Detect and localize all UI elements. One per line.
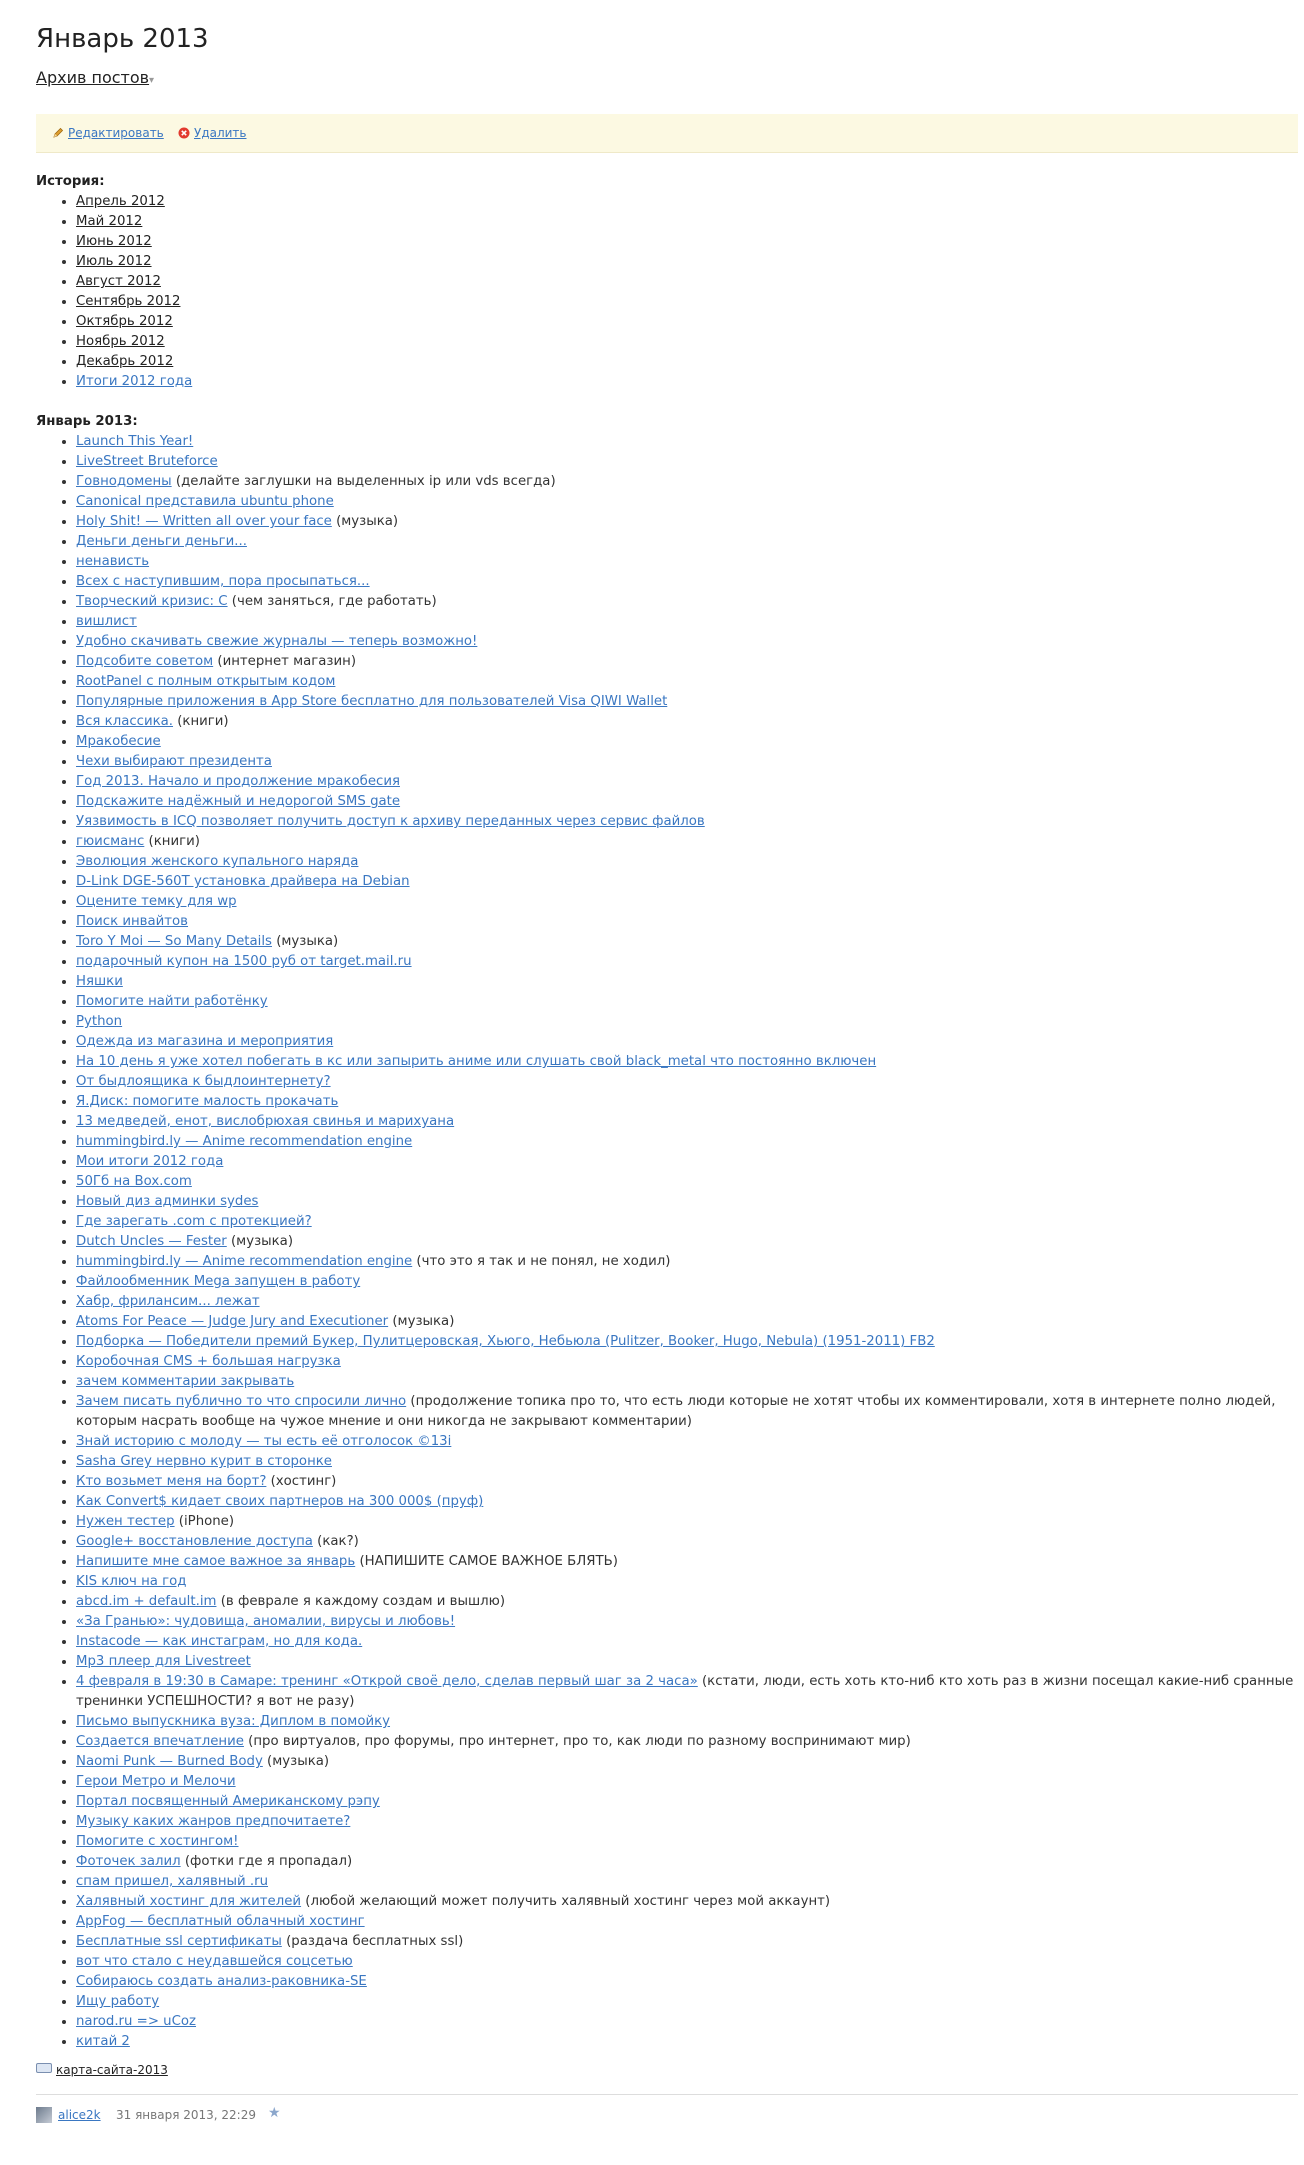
post-link[interactable]: Всех с наступившим, пора просыпаться... [76,574,370,589]
post-link[interactable]: вишлист [76,614,137,629]
post-list-item [76,572,1298,592]
post-link[interactable]: Творческий кризис: С [76,594,228,609]
post-list-item [76,512,1298,532]
history-heading: История: [36,174,105,189]
blog-dropdown-arrow-icon[interactable]: ▾ [149,75,155,86]
post-link[interactable]: RootPanel с полным открытым кодом [76,674,336,689]
post-list-item [76,1872,1298,1892]
post-date: 31 января 2013, 22:29 [116,2108,256,2122]
post-link[interactable]: Собираюсь создать анализ-раковника-SE [76,1974,367,1989]
post-link[interactable]: Файлообменник Mega запущен в работу [76,1274,361,1289]
post-link[interactable]: Canonical представила ubuntu phone [76,494,334,509]
post-note: (музыка) [226,1234,294,1249]
edit-label: Редактировать [68,126,164,140]
topic-footer [36,2094,1298,2135]
history-list [36,192,1298,392]
history-link[interactable]: Ноябрь 2012 [76,334,165,349]
post-link[interactable]: Деньги деньги деньги... [76,534,247,549]
post-list-item [76,752,1298,772]
january-post-list [36,432,1298,2052]
post-link[interactable]: Мракобесие [76,734,161,749]
post-link[interactable]: abcd.im + default.im [76,1594,217,1609]
post-note: (чем заняться, где работать) [227,594,437,609]
post-list-item [76,1812,1298,1832]
post-link[interactable]: Как Convert$ кидает своих партнеров на 300 000$ (пруф) [76,1494,484,1509]
post-link[interactable]: Sasha Grey нервно курит в сторонке [76,1454,332,1469]
post-link[interactable]: Коробочная CMS + большая нагрузка [76,1354,341,1369]
post-link[interactable]: hummingbird.ly — Anime recommendation engine [76,1134,413,1149]
post-link[interactable]: Кто возьмет меня на борт? [76,1474,267,1489]
post-link[interactable]: Google+ восстановление доступа [76,1534,313,1549]
tags-row [36,2063,168,2077]
post-list-item [76,1852,1298,1872]
tag-icon [36,2063,52,2073]
post-note: (музыка) [271,934,339,949]
post-link[interactable]: Портал посвященный Американскому рэпу [76,1794,380,1809]
post-list-item [76,432,1298,452]
post-list-item [76,1312,1298,1332]
post-list-item [76,1592,1298,1612]
post-note: (книги) [144,834,200,849]
post-link[interactable]: спам пришел, халявный .ru [76,1874,269,1889]
post-list-item [76,812,1298,832]
topic-content [36,172,1298,2052]
post-list-item [76,552,1298,572]
post-link[interactable]: Знай историю с молоду — ты есть её отголосок ©13i [76,1434,452,1449]
post-list-item [76,852,1298,872]
post-list-item [76,1752,1298,1772]
post-list-item [76,1512,1298,1532]
post-list-item [76,1492,1298,1512]
post-list-item [76,1332,1298,1352]
post-note: (кстати, люди, есть хоть кто-ниб кто хоть раз в жизни посещал какие-ниб сранные тренинки УСПЕШНОСТИ? я вот не разу) [76,1674,1294,1709]
history-link[interactable]: Август 2012 [76,274,161,289]
post-link[interactable]: Бесплатные ssl сертификаты [76,1934,282,1949]
post-list-item [76,1232,1298,1252]
post-link[interactable]: Новый диз админки sydes [76,1194,259,1209]
post-link[interactable]: 4 февраля в 19:30 в Самаре: тренинг «Открой своё дело, сделав первый шаг за 2 часа» [76,1674,698,1689]
history-link[interactable]: Сентябрь 2012 [76,294,181,309]
post-list-item [76,452,1298,472]
post-list-item [76,1152,1298,1172]
history-item [76,372,1298,392]
post-list-item [76,1392,1298,1432]
post-note: (НАПИШИТЕ САМОЕ ВАЖНОЕ БЛЯТЬ) [355,1554,618,1569]
post-list-item [76,1712,1298,1732]
post-list-item [76,772,1298,792]
post-list-item [76,1292,1298,1312]
author-link[interactable]: alice2k [58,2108,101,2122]
post-note: (книги) [173,714,229,729]
post-link[interactable]: Напишите мне самое важное за январь [76,1554,356,1569]
post-link[interactable]: Музыку каких жанров предпочитаете? [76,1814,351,1829]
post-note: (интернет магазин) [213,654,357,669]
post-list-item [76,1932,1298,1952]
post-list-item [76,612,1298,632]
post-link[interactable]: 50Гб на Box.com [76,1174,192,1189]
history-link[interactable]: Май 2012 [76,214,143,229]
post-list-item [76,1472,1298,1492]
post-list-item [76,1012,1298,1032]
history-link[interactable]: Июль 2012 [76,254,152,269]
delete-icon [178,127,190,139]
post-list-item [76,1672,1298,1712]
history-link[interactable]: Апрель 2012 [76,194,165,209]
post-list-item [76,732,1298,752]
history-link[interactable]: Декабрь 2012 [76,354,174,369]
post-link[interactable]: Holy Shit! — Written all over your face [76,514,332,529]
post-note: (iPhone) [174,1514,235,1529]
post-note: (хостинг) [266,1474,337,1489]
post-link[interactable]: Год 2013. Начало и продолжение мракобесия [76,774,400,789]
post-link[interactable]: От быдлоящика к быдлоинтернету? [76,1074,331,1089]
post-list-item [76,1032,1298,1052]
post-link[interactable]: Фоточек залил [76,1854,181,1869]
history-link[interactable]: Октябрь 2012 [76,314,173,329]
post-list-item [76,2032,1298,2052]
post-link[interactable]: Naomi Punk — Burned Body [76,1754,263,1769]
post-list-item [76,1772,1298,1792]
post-note: (музыка) [331,514,399,529]
post-link[interactable]: Помогите найти работёнку [76,994,268,1009]
post-link[interactable]: Популярные приложения в App Store бесплатно для пользователей Visa QIWI Wallet [76,694,668,709]
post-link[interactable]: Atoms For Peace — Judge Jury and Executioner [76,1314,389,1329]
post-list-item [76,1372,1298,1392]
history-item [76,352,1298,372]
post-note: (в феврале я каждому создам и вышлю) [216,1594,506,1609]
post-link[interactable]: Подборка — Победители премий Букер, Пулитцеровская, Хьюго, Небьюла (Pulitzer, Booker, Hugo, Nebula) (1951-2011) FB2 [76,1334,935,1349]
post-list-item [76,972,1298,992]
history-item [76,312,1298,332]
post-link[interactable]: гюисманс [76,834,145,849]
post-list-item [76,1092,1298,1112]
post-link[interactable]: Python [76,1014,123,1029]
post-link[interactable]: Оцените темку для wp [76,894,237,909]
post-link[interactable]: Создается впечатление [76,1734,244,1749]
post-note: (фотки где я пропадал) [180,1854,353,1869]
post-note: (музыка) [262,1754,330,1769]
post-list-item [76,1552,1298,1572]
post-link[interactable]: LiveStreet Bruteforce [76,454,218,469]
post-note: (делайте заглушки на выделенных ip или vds всегда) [171,474,556,489]
post-link[interactable]: Instacode — как инстаграм, но для кода. [76,1634,363,1649]
post-list-item [76,932,1298,952]
post-list-item [76,2012,1298,2032]
avatar[interactable] [36,2107,52,2123]
pencil-icon [52,127,64,139]
post-list-item [76,1732,1298,1752]
post-link[interactable]: Хабр, фрилансим... лежат [76,1294,260,1309]
post-link[interactable]: Нужен тестер [76,1514,175,1529]
post-link[interactable]: Письмо выпускника вуза: Диплом в помойку [76,1714,391,1729]
post-list-item [76,632,1298,652]
post-list-item [76,1972,1298,1992]
post-note: (что это я так и не понял, не ходил) [412,1254,671,1269]
post-link[interactable]: Герои Метро и Мелочи [76,1774,236,1789]
post-list-item [76,1532,1298,1552]
post-link[interactable]: «За Гранью»: чудовища, аномалии, вирусы и любовь! [76,1614,456,1629]
post-list-item [76,712,1298,732]
post-list-item [76,1212,1298,1232]
post-list-item [76,1432,1298,1452]
post-list-item [76,1132,1298,1152]
post-link[interactable]: подарочный купон на 1500 руб от target.mail.ru [76,954,412,969]
post-link[interactable]: Вся классика. [76,714,174,729]
post-list-item [76,1632,1298,1652]
favourite-star-icon[interactable]: ★ [268,2105,281,2121]
history-item [76,272,1298,292]
post-list-item [76,912,1298,932]
post-link[interactable]: Говнодомены [76,474,172,489]
blog-link[interactable]: Архив постов [36,68,150,87]
post-note: (музыка) [388,1314,455,1329]
history-item [76,292,1298,312]
post-link[interactable]: Чехи выбирают президента [76,754,272,769]
post-list-item [76,1612,1298,1632]
post-list-item [76,832,1298,852]
delete-label: Удалить [194,126,247,140]
january-heading: Январь 2013: [36,414,138,429]
post-link[interactable]: Халявный хостинг для жителей [76,1894,302,1909]
post-list-item [76,672,1298,692]
post-link[interactable]: Поиск инвайтов [76,914,189,929]
post-note: (раздача бесплатных ssl) [281,1934,464,1949]
post-note: (как?) [312,1534,359,1549]
history-item [76,192,1298,212]
post-list-item [76,1452,1298,1472]
post-list-item [76,1172,1298,1192]
post-link[interactable]: ненависть [76,554,150,569]
post-link[interactable]: Ищу работу [76,1994,160,2009]
post-link[interactable]: китай 2 [76,2034,130,2049]
post-link[interactable]: вот что стало с неудавшейся соцсетью [76,1954,353,1969]
post-link[interactable]: Мои итоги 2012 года [76,1154,224,1169]
post-link[interactable]: 13 медведей, енот, вислобрюхая свинья и марихуана [76,1114,455,1129]
post-link[interactable]: KIS ключ на год [76,1574,187,1589]
history-item [76,252,1298,272]
post-link[interactable]: Удобно скачивать свежие журналы — теперь возможно! [76,634,478,649]
post-list-item [76,532,1298,552]
post-note: (про виртуалов, про форумы, про интернет, про то, как люди по разному воспринимают мир) [243,1734,911,1749]
post-note: (любой желающий может получить халявный хостинг через мой аккаунт) [301,1894,831,1909]
post-list-item [76,1912,1298,1932]
post-list-item [76,892,1298,912]
post-list-item [76,792,1298,812]
post-list-item [76,1892,1298,1912]
post-list-item [76,1572,1298,1592]
history-item [76,332,1298,352]
post-list-item [76,1992,1298,2012]
post-link[interactable]: Где зарегать .com с протекцией? [76,1214,312,1229]
edit-button[interactable] [52,126,164,140]
post-link[interactable]: Няшки [76,974,123,989]
delete-button[interactable] [178,126,247,140]
post-link[interactable]: Mp3 плеер для Livestreet [76,1654,251,1669]
page-title: Январь 2013 [36,24,209,54]
post-link[interactable]: hummingbird.ly — Anime recommendation engine [76,1254,413,1269]
post-link[interactable]: Помогите с хостингом! [76,1834,239,1849]
post-link[interactable]: Подсобите советом [76,654,214,669]
topic-actions-bar [36,114,1298,153]
post-link[interactable]: Одежда из магазина и мероприятия [76,1034,334,1049]
post-link[interactable]: Уязвимость в ICQ позволяет получить доступ к архиву переданных через сервис файлов [76,814,705,829]
post-list-item [76,1252,1298,1272]
post-link[interactable]: D-Link DGE-560T установка драйвера на Debian [76,874,410,889]
post-link[interactable]: зачем комментарии закрывать [76,1374,295,1389]
post-link[interactable]: Эволюция женского купального наряда [76,854,359,869]
post-list-item [76,872,1298,892]
post-link[interactable]: narod.ru => uCoz [76,2014,197,2029]
post-list-item [76,992,1298,1012]
post-list-item [76,692,1298,712]
post-link[interactable]: Я.Диск: помогите малость прокачать [76,1094,339,1109]
tag-link[interactable]: карта-сайта-2013 [56,2063,168,2077]
post-list-item [76,472,1298,492]
post-link[interactable]: На 10 день я уже хотел побегать в кс или запырить аниме или слушать свой black_metal что постоянно включен [76,1054,877,1069]
post-list-item [76,1952,1298,1972]
post-link[interactable]: Подскажите надёжный и недорогой SMS gate [76,794,401,809]
post-list-item [76,1792,1298,1812]
history-item [76,212,1298,232]
post-list-item [76,492,1298,512]
post-note: (продолжение топика про то, что есть люди которые не хотят чтобы их комментировали, хотя в интернете полно людей, которым насрать вообще на чужое мнение и они никогда не закрывают комментарии) [76,1394,1276,1429]
post-link[interactable]: Зачем писать публично то что спросили лично [76,1394,407,1409]
history-item [76,232,1298,252]
post-list-item [76,1192,1298,1212]
post-list-item [76,1272,1298,1292]
post-link[interactable]: AppFog — бесплатный облачный хостинг [76,1914,365,1929]
post-link[interactable]: Launch This Year! [76,434,194,449]
post-link[interactable]: Dutch Uncles — Fester [76,1234,227,1249]
post-list-item [76,1652,1298,1672]
post-list-item [76,952,1298,972]
post-list-item [76,1352,1298,1372]
post-list-item [76,652,1298,672]
post-list-item [76,1112,1298,1132]
post-list-item [76,1832,1298,1852]
post-link[interactable]: Toro Y Moi — So Many Details [76,934,272,949]
history-link[interactable]: Итоги 2012 года [76,374,193,389]
post-list-item [76,1052,1298,1072]
history-link[interactable]: Июнь 2012 [76,234,152,249]
post-list-item [76,1072,1298,1092]
post-list-item [76,592,1298,612]
